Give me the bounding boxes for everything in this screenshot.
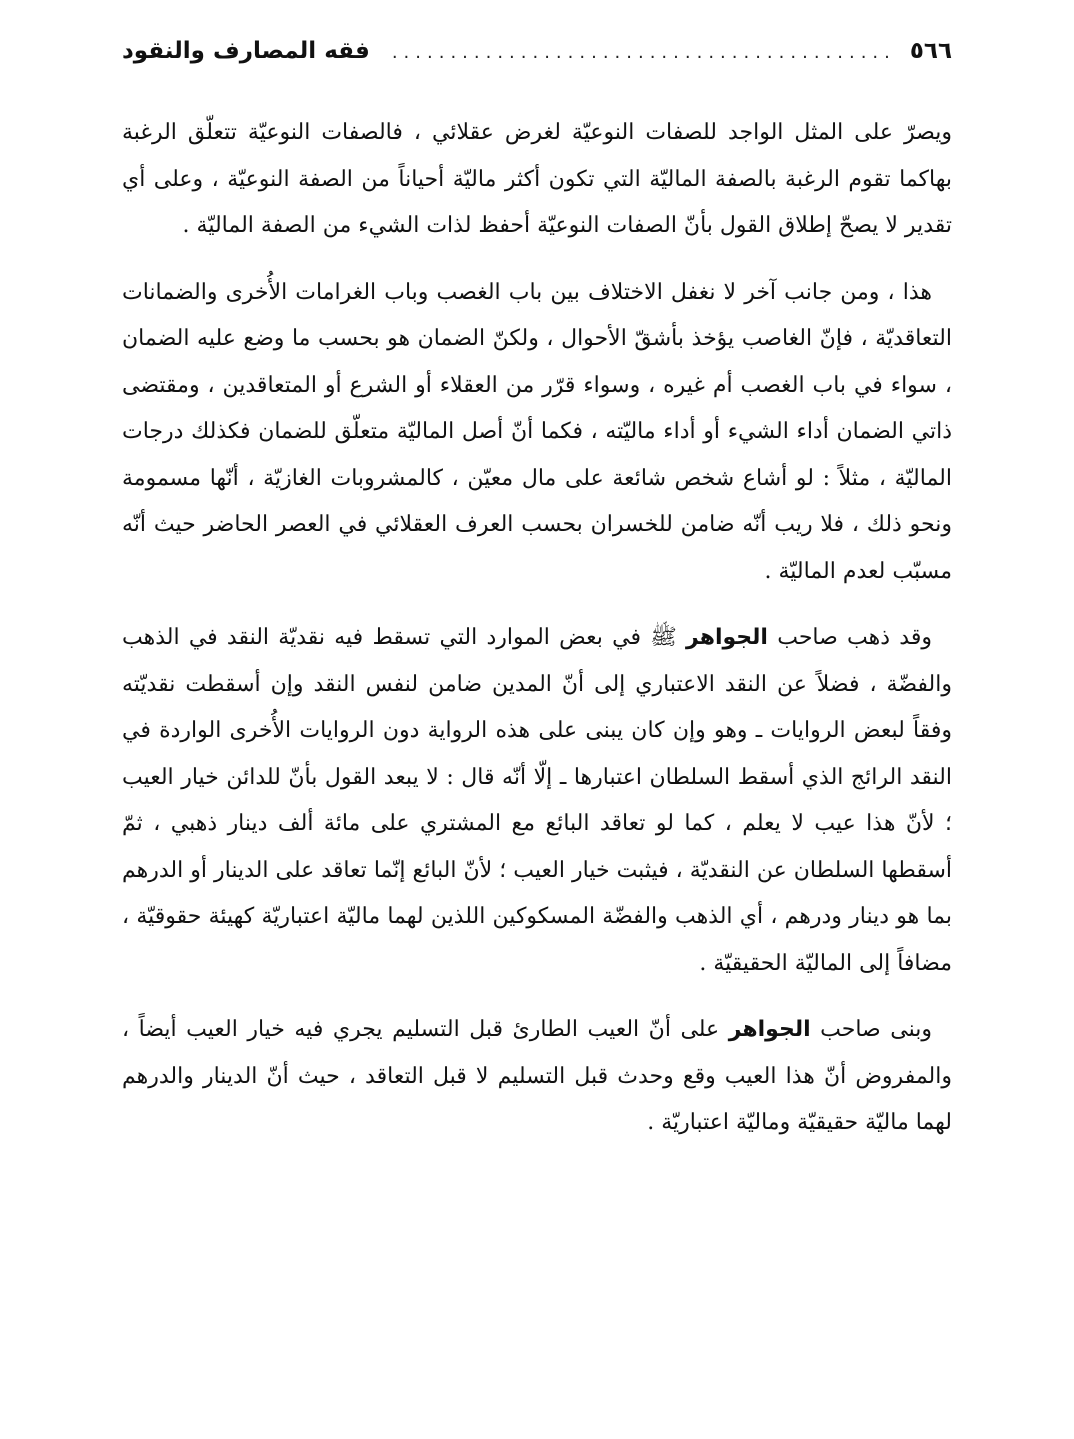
paragraph-text-rest: على أنّ العيب الطارئ قبل التسليم يجري فيه خيار العيب أيضاً ، والمفروض أنّ هذا العيب وقع وحدث قبل التسليم لا قبل التعاقد ، حيث أنّ الدينار والدرهم لهما ماليّة حقيقيّة وماليّة اعتباريّة . — [122, 1017, 952, 1135]
paragraph-text-rest: ﷺ في بعض الموارد التي تسقط فيه نقديّة النقد في الذهب والفضّة ، فضلاً عن النقد الاعتباري إلى أنّ المدين ضامن لنفس النقد وإن أسقطت نقديّته وفقاً لبعض الروايات ـ وهو وإن كان يبنى على هذه الرواية دون الروايات الأُخرى الواردة في النقد الرائج الذي أسقط السلطان اعتبارها ـ إلّا أنّه قال : لا يبعد القول بأنّ للدائن خيار العيب ؛ لأنّ هذا عيب لا يعلم ، كما لو تعاقد البائع مع المشتري على مائة ألف دينار ذهبي ، ثمّ أسقطها السلطان عن النقديّة ، فيثبت خيار العيب ؛ لأنّ البائع إنّما تعاقد على الدينار أو الدرهم بما هو دينار ودرهم ، أي الذهب والفضّة المسكوكين اللذين لهما ماليّة اعتباريّة كهيئة حقوقيّة ، مضافاً إلى الماليّة الحقيقيّة . — [122, 625, 952, 976]
leader-dots — [384, 42, 896, 63]
paragraph-2 — [122, 270, 952, 596]
paragraph-1 — [122, 110, 952, 250]
bold-book-name: الجواهر — [728, 1017, 811, 1042]
running-header — [122, 38, 952, 80]
paragraph-3 — [122, 615, 952, 987]
book-page — [122, 38, 952, 1418]
bold-book-name: الجواهر — [686, 625, 768, 650]
paragraph-text: هذا ، ومن جانب آخر لا نغفل الاختلاف بين باب الغصب وباب الغرامات الأُخرى والضمانات التعاقديّة ، فإنّ الغاصب يؤخذ بأشقّ الأحوال ، ولكنّ الضمان هو بحسب ما وضع عليه الضمان ، سواء في باب الغصب أم غيره ، وسواء قرّر من العقلاء أو الشرع أو المتعاقدين ، ومقتضى ذاتي الضمان أداء الشيء أو أداء ماليّته ، فكما أنّ أصل الماليّة متعلّق للضمان فكذلك درجات الماليّة ، مثلاً : لو أشاع شخص شائعة على مال معيّن ، كالمشروبات الغازيّة ، أنّها مسمومة ونحو ذلك ، فلا ريب أنّه ضامن للخسران بحسب العرف العقلائي في العصر الحاضر حيث أنّه مسبّب لعدم الماليّة . — [122, 279, 952, 584]
book-title: فقه المصارف والنقود — [122, 38, 370, 64]
paragraph-text: ويصرّ على المثل الواجد للصفات النوعيّة لغرض عقلائي ، فالصفات النوعيّة تتعلّق الرغبة بهاكما تقوم الرغبة بالصفة الماليّة التي تكون أكثر ماليّة أحياناً من الصفة النوعيّة ، وعلى أي تقدير لا يصحّ إطلاق القول بأنّ الصفات النوعيّة أحفظ لذات الشيء من الصفة الماليّة . — [122, 120, 952, 238]
paragraph-text-start: وقد ذهب صاحب — [777, 625, 932, 650]
page-number: ٥٦٦ — [909, 38, 952, 64]
paragraph-4 — [122, 1007, 952, 1147]
paragraph-text-start: وبنى صاحب — [820, 1017, 932, 1042]
body-text — [122, 110, 952, 1147]
